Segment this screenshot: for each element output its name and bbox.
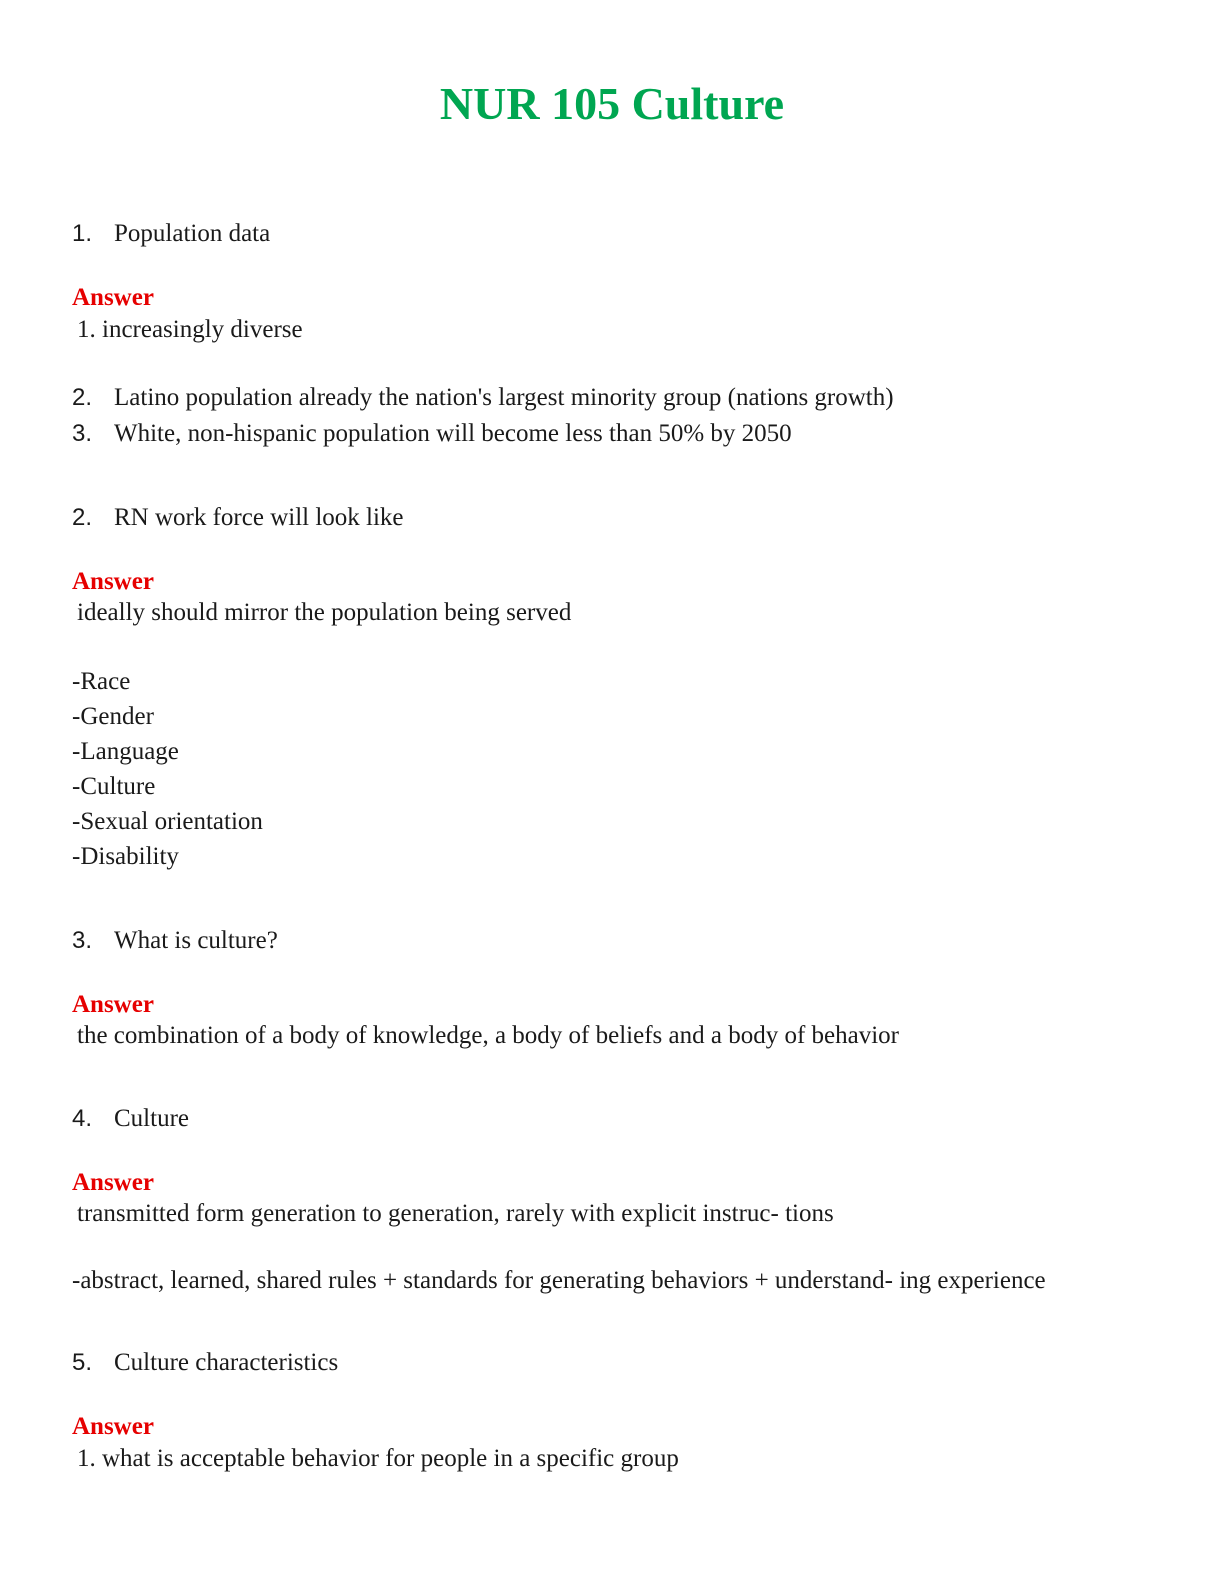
- answer-text: 1. what is acceptable behavior for people in a specific group: [77, 1445, 679, 1472]
- list-item: -Sexual orientation: [72, 808, 263, 835]
- question-2: [72, 502, 404, 534]
- extra-number: 2.: [72, 384, 93, 411]
- answer-text: 1. increasingly diverse: [77, 316, 303, 343]
- answer-extra-item: [72, 382, 894, 414]
- list-item: -Language: [72, 738, 179, 765]
- question-prompt: RN work force will look like: [114, 504, 404, 531]
- answer-label: Answer: [72, 1169, 154, 1196]
- question-number: 3.: [72, 927, 93, 954]
- list-item: -Disability: [72, 843, 179, 870]
- question-5: [72, 1347, 338, 1379]
- question-4: [72, 1103, 189, 1135]
- question-number: 2.: [72, 504, 93, 531]
- question-number: 5.: [72, 1349, 93, 1376]
- list-item: -Culture: [72, 773, 156, 800]
- question-prompt: What is culture?: [114, 927, 278, 954]
- question-number: 4.: [72, 1105, 93, 1132]
- answer-label: Answer: [72, 284, 154, 311]
- list-item: -Gender: [72, 703, 154, 730]
- answer-label: Answer: [72, 568, 154, 595]
- extra-text: Latino population already the nation's largest minority group (nations growth): [114, 384, 894, 411]
- answer-text: the combination of a body of knowledge, a body of beliefs and a body of behavior: [77, 1022, 899, 1049]
- extra-number: 3.: [72, 420, 93, 447]
- question-number: 1.: [72, 220, 93, 247]
- question-prompt: Culture characteristics: [114, 1349, 339, 1376]
- answer-text: ideally should mirror the population being served: [77, 599, 572, 626]
- question-prompt: Culture: [114, 1105, 189, 1132]
- list-item: -Race: [72, 668, 131, 695]
- document-title: NUR 105 Culture: [439, 78, 785, 129]
- question-3: [72, 925, 278, 957]
- extra-text: White, non-hispanic population will become less than 50% by 2050: [114, 420, 792, 447]
- answer-text: transmitted form generation to generation, rarely with explicit instruc- tions: [77, 1200, 834, 1227]
- question-prompt: Population data: [114, 220, 271, 247]
- question-1: [72, 218, 270, 250]
- answer-label: Answer: [72, 1413, 154, 1440]
- answer-text: -abstract, learned, shared rules + standards for generating behaviors + understand- ing experience: [72, 1267, 1046, 1294]
- answer-label: Answer: [72, 991, 154, 1018]
- answer-extra-item: [72, 418, 792, 450]
